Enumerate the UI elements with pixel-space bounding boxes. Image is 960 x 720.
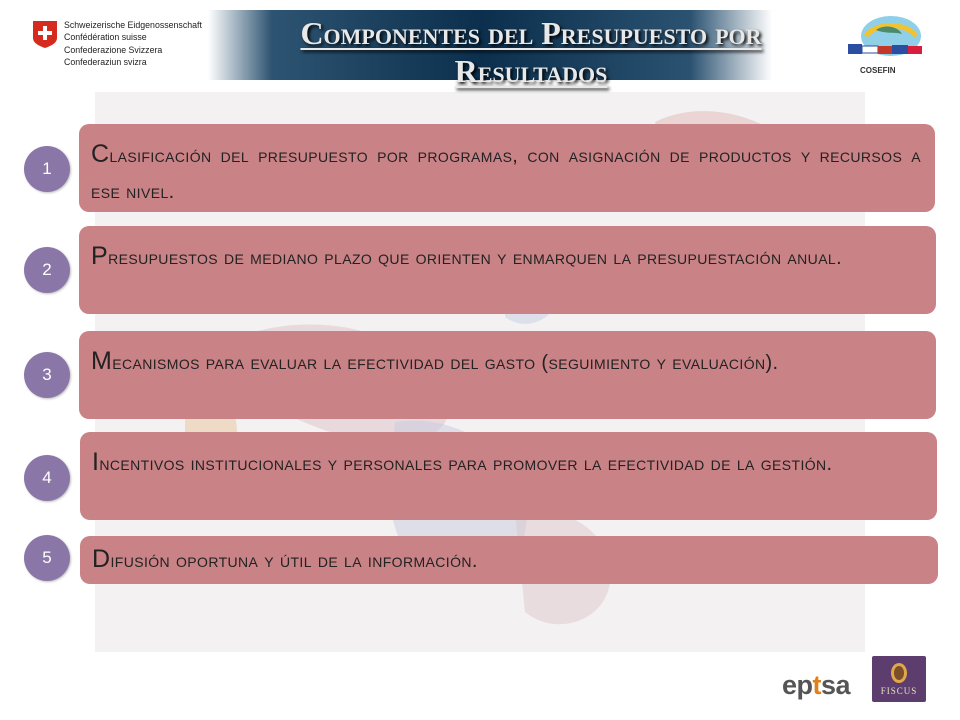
eptisa-prefix: ep	[782, 670, 813, 700]
fiscus-logo	[872, 656, 926, 702]
component-text-3: Mecanismos para evaluar la efectividad del gasto (seguimiento y evaluación).	[91, 347, 779, 375]
item-number-4: 4	[24, 455, 70, 501]
component-item-5	[80, 536, 938, 584]
swiss-line-de: Schweizerische Eidgenossenschaft	[64, 20, 202, 30]
fiscus-label: FISCUS	[880, 686, 918, 696]
eptisa-accent: t	[812, 670, 822, 700]
swiss-line-rm: Confederaziun svizra	[64, 57, 147, 68]
component-item-4	[80, 432, 937, 520]
swiss-confederation-text	[64, 19, 202, 69]
component-text-4: Incentivos institucionales y personales para promover la efectividad de la gestión.	[92, 448, 833, 476]
component-item-1	[79, 124, 935, 212]
item-number-5: 5	[24, 535, 70, 581]
header-banner	[26, 10, 936, 89]
swiss-line-fr: Confédération suisse	[64, 32, 147, 43]
swiss-flag-icon	[33, 21, 57, 48]
component-text-5: Difusión oportuna y útil de la información.	[92, 545, 478, 573]
component-text-1: Clasificación del presupuesto por programas, con asignación de productos y recursos a ese nivel.	[91, 140, 921, 203]
component-item-3	[79, 331, 936, 419]
component-item-2	[79, 226, 936, 314]
component-text-2: Presupuestos de mediano plazo que orienten y enmarquen la presupuestación anual.	[91, 242, 843, 270]
item-number-3: 3	[24, 352, 70, 398]
item-number-2: 2	[24, 247, 70, 293]
fiscus-emblem-icon	[890, 662, 908, 684]
page-title: Componentes del Presupuesto por Resultados	[300, 15, 762, 89]
eptisa-suffix: sa	[821, 670, 851, 700]
item-number-1: 1	[24, 146, 70, 192]
swiss-line-it: Confederazione Svizzera	[64, 44, 163, 55]
cosefin-label: COSEFIN	[860, 66, 896, 75]
eptisa-logo	[782, 670, 850, 701]
